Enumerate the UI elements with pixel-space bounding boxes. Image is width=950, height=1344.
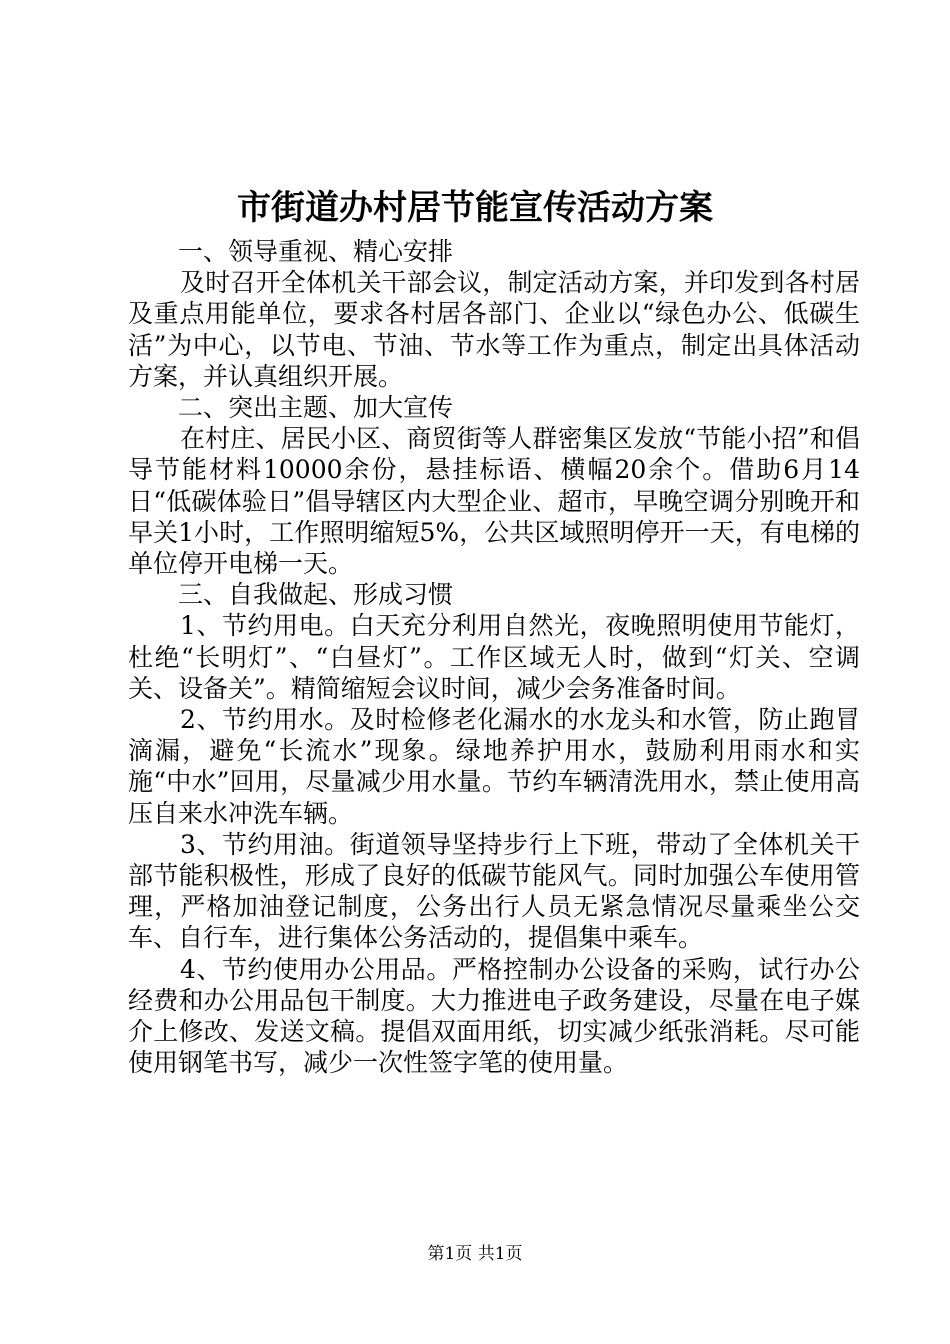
section-heading-3: 三、自我做起、形成习惯 <box>178 580 454 610</box>
section-3-paragraph-4: 4、节约使用办公用品。严格控制办公设备的采购，试行办公经费和办公用品包干制度。大力推进电子政务建设，尽量在电子媒介上修改、发送文稿。提倡双面用纸，切实减少纸张消耗。尽可能使用钢笔书写，减少一次性签字笔的使用量。 <box>128 954 860 1078</box>
section-heading-1: 一、领导重视、精心安排 <box>178 237 454 266</box>
section-1-paragraph-1: 及时召开全体机关干部会议，制定活动方案，并印发到各村居及重点用能单位，要求各村居各部门、企业以“绿色办公、低碳生活”为中心，以节电、节油、节水等工作为重点，制定出具体活动方案，并认真组织开展。 <box>128 268 860 391</box>
page-footer: 第1页 共1页 <box>427 1244 523 1264</box>
document-title: 市街道办村居节能宣传活动方案 <box>237 188 713 228</box>
document-body <box>128 236 860 1078</box>
section-2-paragraph-1: 在村庄、居民小区、商贸街等人群密集区发放“节能小招”和倡导节能材料10000余份，悬挂标语、横幅20余个。借助6月14日“低碳体验日”倡导辖区内大型企业、超市，早晚空调分别晚开和早关1小时，工作照明缩短5%，公共区域照明停开一天，有电梯的单位停开电梯一天。 <box>128 424 860 579</box>
section-heading-2: 二、突出主题、加大宣传 <box>178 393 454 423</box>
section-3-paragraph-3: 3、节约用油。街道领导坚持步行上下班，带动了全体机关干部节能积极性，形成了良好的低碳节能风气。同时加强公车使用管理，严格加油登记制度，公务出行人员无紧急情况尽量乘坐公交车、自行车，进行集体公务活动的，提倡集中乘车。 <box>128 829 860 953</box>
section-3-paragraph-1: 1、节约用电。白天充分利用自然光，夜晚照明使用节能灯，杜绝“长明灯”、“白昼灯”。工作区域无人时，做到“灯关、空调关、设备关”。精简缩短会议时间，减少会务准备时间。 <box>128 611 860 703</box>
section-3-paragraph-2: 2、节约用水。及时检修老化漏水的水龙头和水管，防止跑冒滴漏，避免“长流水”现象。绿地养护用水，鼓励利用雨水和实施“中水”回用，尽量减少用水量。节约车辆清洗用水，禁止使用高压自来水冲洗车辆。 <box>128 705 860 828</box>
